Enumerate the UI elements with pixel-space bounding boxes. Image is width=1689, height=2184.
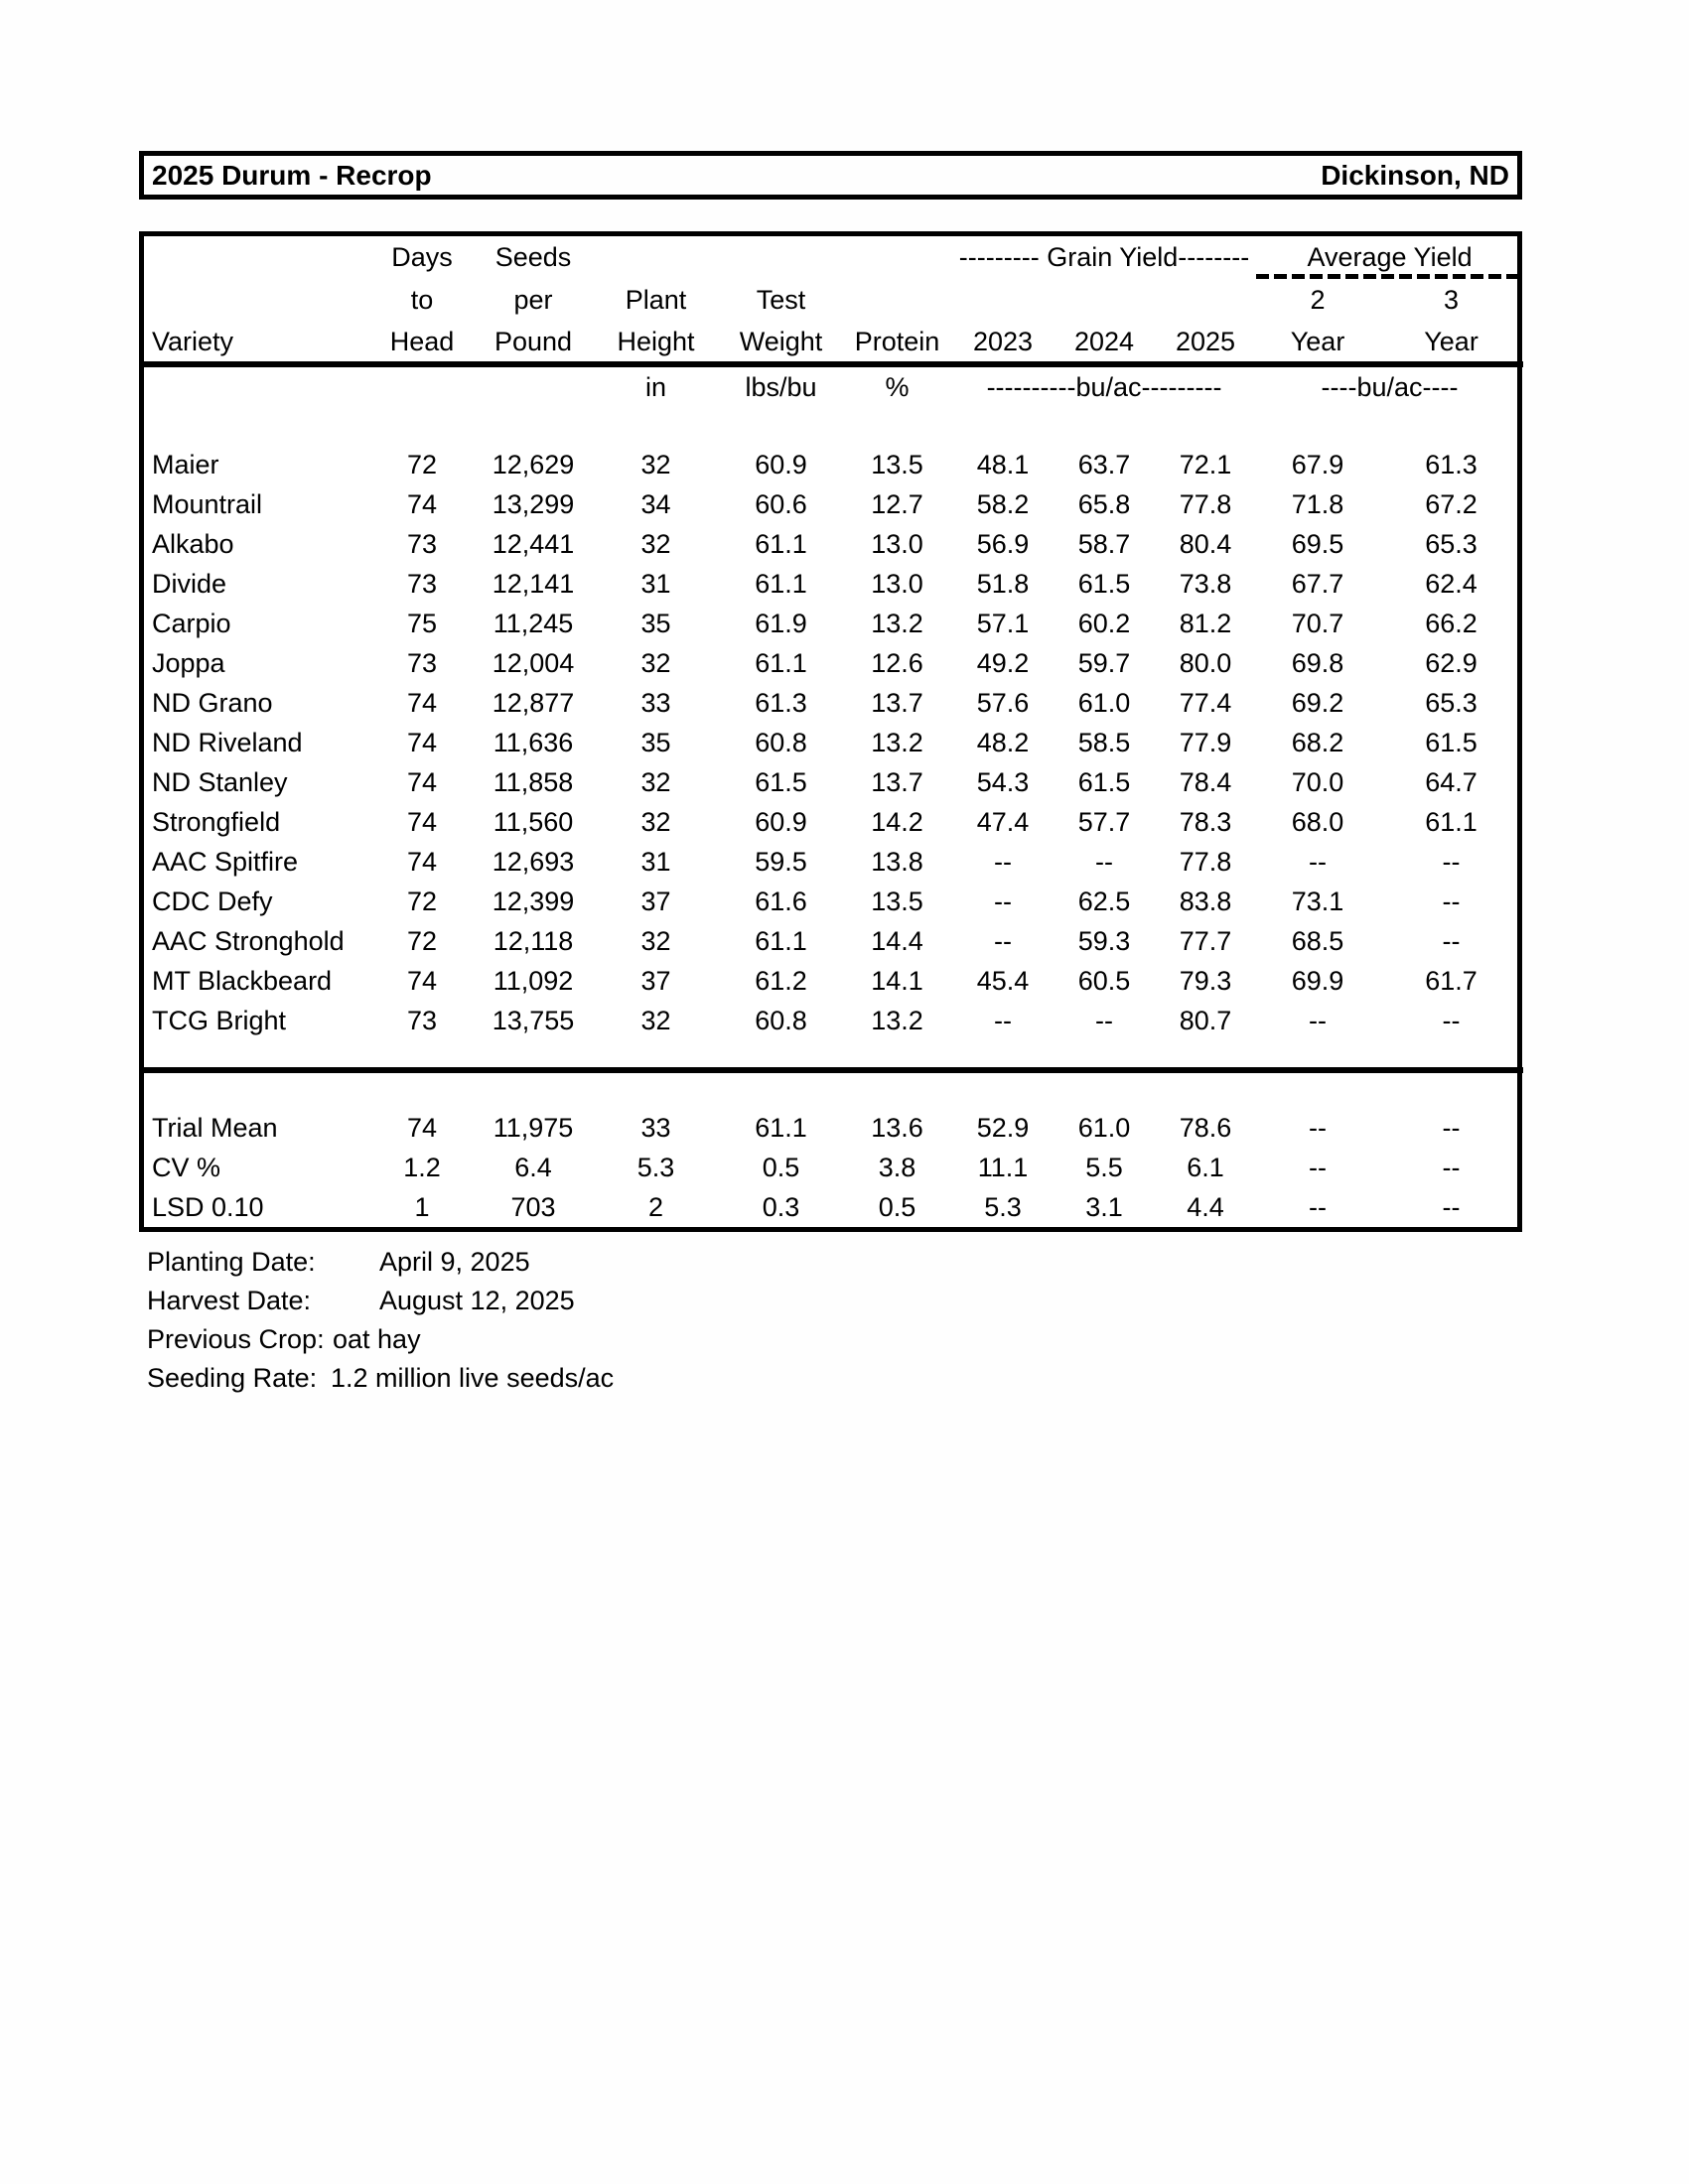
value-cell: 61.6: [755, 886, 807, 916]
value-cell: 12.6: [871, 647, 923, 678]
value-cell: 33: [640, 687, 671, 718]
value-cell: 52.9: [976, 1112, 1030, 1143]
value-cell: 13.0: [871, 568, 923, 599]
value-cell: 13.5: [871, 449, 923, 479]
note-label: Seeding Rate:: [147, 1363, 318, 1393]
value-cell: 69.8: [1291, 647, 1344, 678]
note-value: April 9, 2025: [379, 1247, 530, 1277]
value-cell: --: [994, 846, 1012, 877]
value-cell: 69.2: [1291, 687, 1344, 718]
value-cell: --: [1442, 1152, 1461, 1182]
value-cell: 0.5: [762, 1152, 800, 1182]
value-cell: 74: [406, 846, 438, 877]
value-cell: 74: [406, 766, 438, 797]
table-row: [144, 762, 1523, 802]
value-cell: 61.2: [755, 965, 807, 996]
header-seeds: Seeds: [494, 242, 572, 272]
header-2: 2: [1310, 285, 1326, 315]
variety-cell: AAC Stronghold: [152, 925, 345, 956]
value-cell: 79.3: [1179, 965, 1232, 996]
value-cell: 56.9: [976, 528, 1030, 559]
value-cell: 32: [640, 806, 671, 837]
value-cell: 1.2: [403, 1152, 441, 1182]
value-cell: --: [1442, 1112, 1461, 1143]
variety-rows: [144, 445, 1523, 1040]
variety-cell: Strongfield: [152, 806, 281, 837]
value-cell: 11,858: [493, 766, 574, 797]
value-cell: 61.7: [1425, 965, 1478, 996]
value-cell: 80.4: [1179, 528, 1232, 559]
value-cell: 32: [640, 647, 671, 678]
value-cell: --: [1442, 925, 1461, 956]
value-cell: 67.2: [1425, 488, 1478, 519]
value-cell: 61.5: [755, 766, 807, 797]
value-cell: 61.1: [755, 528, 807, 559]
value-cell: 0.3: [762, 1191, 800, 1222]
page-location: Dickinson, ND: [1321, 159, 1509, 191]
header-year-3: Year: [1379, 322, 1523, 364]
data-table: [144, 236, 1523, 1227]
note-label: Previous Crop:: [147, 1324, 325, 1354]
variety-cell: Mountrail: [152, 488, 263, 519]
header-cell: [842, 236, 952, 279]
table-row: [144, 604, 1523, 643]
value-cell: 14.2: [871, 806, 923, 837]
value-cell: 47.4: [976, 806, 1030, 837]
value-cell: 49.2: [976, 647, 1030, 678]
value-cell: 54.3: [976, 766, 1030, 797]
value-cell: 68.2: [1291, 727, 1344, 757]
value-cell: 5.5: [1085, 1152, 1123, 1182]
value-cell: 58.7: [1077, 528, 1131, 559]
value-cell: 68.5: [1291, 925, 1344, 956]
value-cell: 60.2: [1077, 608, 1131, 638]
variety-cell: Joppa: [152, 647, 225, 678]
variety-cell: LSD 0.10: [152, 1191, 264, 1222]
value-cell: --: [994, 925, 1012, 956]
value-cell: 11.1: [977, 1152, 1029, 1182]
table-row: [144, 1108, 1523, 1148]
value-cell: 72: [406, 886, 438, 916]
header-row-1: [144, 236, 1523, 279]
variety-cell: ND Riveland: [152, 727, 303, 757]
header-height: Height: [592, 322, 720, 364]
value-cell: 73: [406, 647, 438, 678]
note-label: Harvest Date:: [147, 1286, 312, 1315]
units-weight: lbs/bu: [745, 371, 817, 402]
value-cell: 74: [406, 965, 438, 996]
value-cell: 77.9: [1179, 727, 1232, 757]
value-cell: 61.5: [1425, 727, 1478, 757]
value-cell: --: [994, 886, 1012, 916]
value-cell: 37: [640, 965, 671, 996]
value-cell: 78.6: [1179, 1112, 1232, 1143]
value-cell: 12,141: [492, 568, 575, 599]
variety-cell: AAC Spitfire: [152, 846, 299, 877]
table-row: [144, 564, 1523, 604]
variety-cell: Divide: [152, 568, 227, 599]
note-previous-crop: [147, 1320, 614, 1359]
value-cell: 60.9: [755, 449, 807, 479]
value-cell: 59.3: [1077, 925, 1131, 956]
value-cell: 5.3: [984, 1191, 1022, 1222]
value-cell: 58.2: [976, 488, 1030, 519]
value-cell: 12,629: [492, 449, 575, 479]
table-row: [144, 484, 1523, 524]
value-cell: 59.5: [755, 846, 807, 877]
value-cell: 62.9: [1425, 647, 1478, 678]
header-days: Days: [391, 242, 453, 272]
value-cell: --: [1095, 1005, 1113, 1035]
table-row: [144, 1148, 1523, 1187]
header-per: per: [513, 285, 553, 315]
table-row: [144, 524, 1523, 564]
value-cell: --: [1309, 1191, 1328, 1222]
value-cell: 6.4: [514, 1152, 552, 1182]
value-cell: 74: [406, 727, 438, 757]
spacer-row: [144, 407, 1523, 445]
header-pound: Pound: [475, 322, 592, 364]
value-cell: --: [1309, 846, 1328, 877]
value-cell: 73.8: [1179, 568, 1232, 599]
value-cell: 35: [640, 727, 671, 757]
units-cell: [475, 364, 592, 407]
variety-cell: MT Blackbeard: [152, 965, 333, 996]
value-cell: --: [1095, 846, 1113, 877]
separator-row: [144, 1040, 1523, 1070]
value-cell: 5.3: [636, 1152, 675, 1182]
table-row: [144, 643, 1523, 683]
value-cell: 64.7: [1425, 766, 1478, 797]
value-cell: 12,441: [492, 528, 575, 559]
value-cell: 73: [406, 1005, 438, 1035]
table-row: [144, 842, 1523, 882]
header-2025: 2025: [1155, 322, 1256, 364]
value-cell: 73: [406, 568, 438, 599]
units-grain-yield: ----------bu/ac---------: [986, 371, 1222, 402]
value-cell: 60.9: [755, 806, 807, 837]
value-cell: 74: [406, 488, 438, 519]
value-cell: 32: [640, 766, 671, 797]
value-cell: 72.1: [1179, 449, 1232, 479]
value-cell: 77.7: [1179, 925, 1232, 956]
value-cell: 4.4: [1187, 1191, 1224, 1222]
note-value: oat hay: [333, 1324, 421, 1354]
value-cell: 13.2: [871, 727, 923, 757]
units-protein: %: [885, 371, 910, 402]
value-cell: 12.7: [871, 488, 923, 519]
units-row: [144, 364, 1523, 407]
value-cell: 61.1: [755, 647, 807, 678]
value-cell: 61.5: [1077, 568, 1131, 599]
value-cell: 70.7: [1291, 608, 1344, 638]
value-cell: 77.8: [1179, 846, 1232, 877]
units-height: in: [644, 371, 666, 402]
header-test: Test: [756, 285, 806, 315]
value-cell: 67.9: [1291, 449, 1344, 479]
value-cell: 13.6: [871, 1112, 923, 1143]
value-cell: 57.6: [976, 687, 1030, 718]
header-head: Head: [369, 322, 475, 364]
header-cell: [592, 236, 720, 279]
table-row: [144, 1001, 1523, 1040]
value-cell: 60.8: [755, 1005, 807, 1035]
value-cell: 34: [640, 488, 671, 519]
value-cell: 72: [406, 925, 438, 956]
value-cell: 13.0: [871, 528, 923, 559]
table-row: [144, 1187, 1523, 1227]
value-cell: 6.1: [1187, 1152, 1224, 1182]
value-cell: 3.8: [878, 1152, 916, 1182]
variety-cell: Alkabo: [152, 528, 234, 559]
value-cell: --: [1442, 1005, 1461, 1035]
header-protein: Protein: [842, 322, 952, 364]
table-row: [144, 683, 1523, 723]
value-cell: 68.0: [1291, 806, 1344, 837]
value-cell: 77.4: [1179, 687, 1232, 718]
value-cell: 12,877: [492, 687, 575, 718]
value-cell: 61.1: [1425, 806, 1478, 837]
spacer-cell: [144, 1040, 1523, 1070]
header-cell: [842, 279, 952, 322]
value-cell: 62.5: [1077, 886, 1131, 916]
value-cell: 37: [640, 886, 671, 916]
value-cell: 61.1: [755, 925, 807, 956]
footer-notes: [147, 1243, 614, 1398]
note-planting-date: [147, 1243, 614, 1282]
table-row: [144, 961, 1523, 1001]
value-cell: 72: [406, 449, 438, 479]
header-cell: [952, 279, 1054, 322]
value-cell: 12,399: [492, 886, 575, 916]
table-header: [144, 236, 1523, 364]
value-cell: 11,092: [493, 965, 574, 996]
header-to: to: [410, 285, 434, 315]
value-cell: 80.0: [1179, 647, 1232, 678]
header-cell: [1155, 279, 1256, 322]
value-cell: --: [1309, 1005, 1328, 1035]
value-cell: 60.8: [755, 727, 807, 757]
header-weight: Weight: [720, 322, 842, 364]
value-cell: 77.8: [1179, 488, 1232, 519]
title-bar: [139, 151, 1522, 200]
value-cell: 33: [640, 1112, 671, 1143]
value-cell: 61.0: [1077, 1112, 1131, 1143]
value-cell: 11,245: [493, 608, 574, 638]
header-cell: [144, 236, 369, 279]
table-row: [144, 882, 1523, 921]
value-cell: --: [1309, 1152, 1328, 1182]
value-cell: 61.1: [755, 1112, 807, 1143]
variety-cell: TCG Bright: [152, 1005, 287, 1035]
value-cell: 70.0: [1291, 766, 1344, 797]
value-cell: 74: [406, 806, 438, 837]
value-cell: 32: [640, 528, 671, 559]
value-cell: 32: [640, 1005, 671, 1035]
summary-rows: [144, 1108, 1523, 1227]
units-cell: [144, 364, 369, 407]
value-cell: 67.7: [1291, 568, 1344, 599]
variety-cell: ND Grano: [152, 687, 273, 718]
value-cell: 0.5: [878, 1191, 916, 1222]
trial-results-table: [139, 231, 1522, 1232]
variety-cell: Carpio: [152, 608, 231, 638]
header-cell: [720, 236, 842, 279]
value-cell: 65.3: [1425, 528, 1478, 559]
header-3: 3: [1444, 285, 1460, 315]
note-seeding-rate: [147, 1359, 614, 1398]
value-cell: 60.6: [755, 488, 807, 519]
variety-cell: CDC Defy: [152, 886, 273, 916]
note-value: 1.2 million live seeds/ac: [331, 1363, 615, 1393]
table-row: [144, 921, 1523, 961]
value-cell: 83.8: [1179, 886, 1232, 916]
value-cell: 13,299: [492, 488, 575, 519]
spacer-row: [144, 1070, 1523, 1108]
value-cell: 65.3: [1425, 687, 1478, 718]
value-cell: 32: [640, 449, 671, 479]
table-row: [144, 445, 1523, 484]
value-cell: --: [1442, 886, 1461, 916]
value-cell: --: [1442, 846, 1461, 877]
variety-cell: CV %: [152, 1152, 221, 1182]
value-cell: 48.2: [976, 727, 1030, 757]
value-cell: 51.8: [976, 568, 1030, 599]
value-cell: 61.3: [1425, 449, 1478, 479]
value-cell: 65.8: [1077, 488, 1131, 519]
value-cell: 61.9: [755, 608, 807, 638]
variety-cell: Trial Mean: [152, 1112, 278, 1143]
note-value: August 12, 2025: [379, 1286, 575, 1315]
note-harvest-date: [147, 1282, 614, 1320]
header-cell: [1054, 279, 1155, 322]
page-title: 2025 Durum - Recrop: [152, 159, 432, 191]
value-cell: 62.4: [1425, 568, 1478, 599]
value-cell: 61.1: [755, 568, 807, 599]
value-cell: 69.9: [1291, 965, 1344, 996]
value-cell: 71.8: [1291, 488, 1344, 519]
value-cell: 74: [406, 687, 438, 718]
value-cell: 69.5: [1291, 528, 1344, 559]
value-cell: 1: [414, 1191, 430, 1222]
header-row-2: [144, 279, 1523, 322]
value-cell: 63.7: [1077, 449, 1131, 479]
value-cell: 13.2: [871, 1005, 923, 1035]
value-cell: 61.0: [1077, 687, 1131, 718]
value-cell: 12,118: [493, 925, 574, 956]
value-cell: 74: [406, 1112, 438, 1143]
variety-cell: ND Stanley: [152, 766, 288, 797]
value-cell: 80.7: [1179, 1005, 1232, 1035]
value-cell: --: [994, 1005, 1012, 1035]
value-cell: 12,693: [492, 846, 575, 877]
value-cell: 14.1: [871, 965, 923, 996]
value-cell: 58.5: [1077, 727, 1131, 757]
units-cell: [369, 364, 475, 407]
header-average-yield: Average Yield: [1256, 236, 1523, 279]
spacer-cell: [144, 407, 1523, 445]
header-row-3: [144, 322, 1523, 364]
value-cell: 81.2: [1179, 608, 1232, 638]
value-cell: 13.7: [871, 766, 923, 797]
value-cell: 60.5: [1077, 965, 1131, 996]
value-cell: 45.4: [976, 965, 1030, 996]
variety-cell: Maier: [152, 449, 219, 479]
header-2024: 2024: [1054, 322, 1155, 364]
value-cell: 75: [406, 608, 438, 638]
value-cell: 13,755: [492, 1005, 575, 1035]
value-cell: 13.7: [871, 687, 923, 718]
value-cell: 31: [640, 846, 671, 877]
value-cell: 59.7: [1077, 647, 1131, 678]
value-cell: 13.2: [871, 608, 923, 638]
value-cell: 31: [640, 568, 671, 599]
table-row: [144, 802, 1523, 842]
value-cell: 73.1: [1291, 886, 1344, 916]
value-cell: 32: [640, 925, 671, 956]
value-cell: 3.1: [1085, 1191, 1123, 1222]
header-year-2: Year: [1256, 322, 1379, 364]
value-cell: 11,560: [493, 806, 574, 837]
header-cell: [144, 279, 369, 322]
value-cell: 703: [510, 1191, 556, 1222]
value-cell: 57.1: [976, 608, 1030, 638]
value-cell: --: [1309, 1112, 1328, 1143]
header-2023: 2023: [952, 322, 1054, 364]
value-cell: 78.4: [1179, 766, 1232, 797]
value-cell: 12,004: [492, 647, 575, 678]
value-cell: 14.4: [871, 925, 923, 956]
value-cell: 2: [647, 1191, 664, 1222]
value-cell: --: [1442, 1191, 1461, 1222]
value-cell: 13.5: [871, 886, 923, 916]
value-cell: 57.7: [1077, 806, 1131, 837]
value-cell: 35: [640, 608, 671, 638]
value-cell: 73: [406, 528, 438, 559]
value-cell: 78.3: [1179, 806, 1232, 837]
value-cell: 11,975: [493, 1112, 574, 1143]
note-label: Planting Date:: [147, 1247, 316, 1277]
value-cell: 13.8: [871, 846, 923, 877]
value-cell: 61.3: [755, 687, 807, 718]
header-grain-yield: --------- Grain Yield--------: [958, 242, 1250, 272]
units-average-yield: ----bu/ac----: [1321, 371, 1459, 402]
header-variety: Variety: [144, 322, 369, 364]
value-cell: 61.5: [1077, 766, 1131, 797]
value-cell: 48.1: [976, 449, 1030, 479]
table-row: [144, 723, 1523, 762]
value-cell: 66.2: [1425, 608, 1478, 638]
value-cell: 11,636: [493, 727, 574, 757]
header-plant: Plant: [625, 285, 687, 315]
spacer-cell: [144, 1070, 1523, 1108]
